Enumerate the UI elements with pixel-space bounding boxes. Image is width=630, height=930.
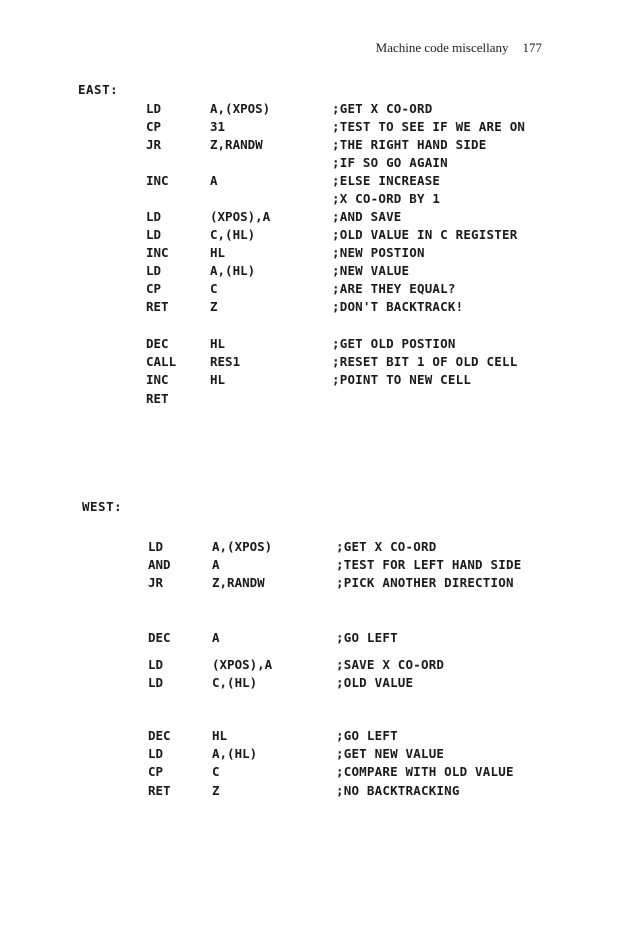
code-line xyxy=(0,281,630,299)
operand: A,(HL) xyxy=(210,263,256,278)
comment: ;COMPARE WITH OLD VALUE xyxy=(336,764,514,779)
operand: C,(HL) xyxy=(210,227,256,242)
comment: ;DON'T BACKTRACK! xyxy=(332,299,464,314)
opcode: LD xyxy=(148,675,164,690)
operand: (XPOS),A xyxy=(212,657,273,672)
west-label: WEST: xyxy=(82,499,123,514)
opcode: INC xyxy=(146,372,169,387)
page-header xyxy=(376,40,542,56)
opcode: LD xyxy=(146,101,162,116)
opcode: CP xyxy=(146,119,162,134)
opcode: LD xyxy=(146,209,162,224)
opcode: DEC xyxy=(148,728,171,743)
operand: Z xyxy=(210,299,218,314)
comment: ;GET OLD POSTION xyxy=(332,336,456,351)
code-line xyxy=(0,657,630,675)
opcode: LD xyxy=(146,263,162,278)
opcode: LD xyxy=(146,227,162,242)
code-line xyxy=(0,245,630,263)
opcode: LD xyxy=(148,746,164,761)
opcode: AND xyxy=(148,557,171,572)
comment: ;ARE THEY EQUAL? xyxy=(332,281,456,296)
operand: HL xyxy=(212,728,228,743)
code-line xyxy=(0,675,630,693)
opcode: JR xyxy=(146,137,162,152)
comment: ;GET X CO-ORD xyxy=(332,101,433,116)
code-line xyxy=(0,575,630,593)
code-line xyxy=(0,391,630,409)
code-line xyxy=(0,101,630,119)
code-line xyxy=(0,372,630,390)
code-line xyxy=(0,557,630,575)
running-title: Machine code miscellany xyxy=(375,40,509,55)
operand: A xyxy=(212,557,220,572)
opcode: CP xyxy=(146,281,162,296)
operand: (XPOS),A xyxy=(210,209,271,224)
comment: ;ELSE INCREASE xyxy=(332,173,441,188)
comment: ;RESET BIT 1 OF OLD CELL xyxy=(332,354,518,369)
operand: HL xyxy=(210,245,226,260)
comment: ;OLD VALUE IN C REGISTER xyxy=(332,227,518,242)
operand: 31 xyxy=(210,119,226,134)
opcode: LD xyxy=(148,657,164,672)
operand: A,(HL) xyxy=(212,746,258,761)
code-line xyxy=(0,209,630,227)
comment: ;GO LEFT xyxy=(336,728,398,743)
comment: ;GET X CO-ORD xyxy=(336,539,437,554)
code-line xyxy=(0,630,630,648)
comment: ;TEST TO SEE IF WE ARE ON xyxy=(332,119,526,134)
east-label: EAST: xyxy=(78,82,119,97)
operand: C xyxy=(210,281,218,296)
comment: ;PICK ANOTHER DIRECTION xyxy=(336,575,514,590)
operand: HL xyxy=(210,336,226,351)
operand: RES1 xyxy=(210,354,241,369)
comment: ;X CO-ORD BY 1 xyxy=(332,191,441,206)
code-line xyxy=(0,227,630,245)
operand: A,(XPOS) xyxy=(212,539,273,554)
comment: ;IF SO GO AGAIN xyxy=(332,155,448,170)
operand: Z,RANDW xyxy=(212,575,265,590)
comment: ;NEW POSTION xyxy=(332,245,425,260)
code-line xyxy=(0,783,630,801)
code-line xyxy=(0,173,630,191)
code-line xyxy=(0,728,630,746)
code-line xyxy=(0,336,630,354)
opcode: RET xyxy=(148,783,171,798)
code-line xyxy=(0,119,630,137)
comment: ;SAVE X CO-ORD xyxy=(336,657,445,672)
opcode: INC xyxy=(146,173,169,188)
code-line xyxy=(0,764,630,782)
operand: Z xyxy=(212,783,220,798)
page-number: 177 xyxy=(522,40,542,55)
opcode: DEC xyxy=(148,630,171,645)
comment: ;POINT TO NEW CELL xyxy=(332,372,472,387)
code-line xyxy=(0,263,630,281)
comment: ;NEW VALUE xyxy=(332,263,410,278)
code-line xyxy=(0,354,630,372)
comment: ;NO BACKTRACKING xyxy=(336,783,460,798)
operand: C,(HL) xyxy=(212,675,258,690)
comment: ;TEST FOR LEFT HAND SIDE xyxy=(336,557,522,572)
opcode: RET xyxy=(146,299,169,314)
comment: ;AND SAVE xyxy=(332,209,402,224)
operand: A xyxy=(210,173,218,188)
comment: ;GO LEFT xyxy=(336,630,398,645)
opcode: CALL xyxy=(146,354,177,369)
code-line xyxy=(0,299,630,317)
opcode: INC xyxy=(146,245,169,260)
operand: A xyxy=(212,630,220,645)
code-line xyxy=(0,191,630,209)
opcode: DEC xyxy=(146,336,169,351)
code-line xyxy=(0,539,630,557)
opcode: RET xyxy=(146,391,169,406)
code-line xyxy=(0,137,630,155)
opcode: LD xyxy=(148,539,164,554)
operand: Z,RANDW xyxy=(210,137,263,152)
comment: ;OLD VALUE xyxy=(336,675,414,690)
opcode: CP xyxy=(148,764,164,779)
comment: ;GET NEW VALUE xyxy=(336,746,445,761)
code-line xyxy=(0,155,630,173)
operand: HL xyxy=(210,372,226,387)
comment: ;THE RIGHT HAND SIDE xyxy=(332,137,487,152)
operand: A,(XPOS) xyxy=(210,101,271,116)
code-line xyxy=(0,746,630,764)
opcode: JR xyxy=(148,575,164,590)
operand: C xyxy=(212,764,220,779)
